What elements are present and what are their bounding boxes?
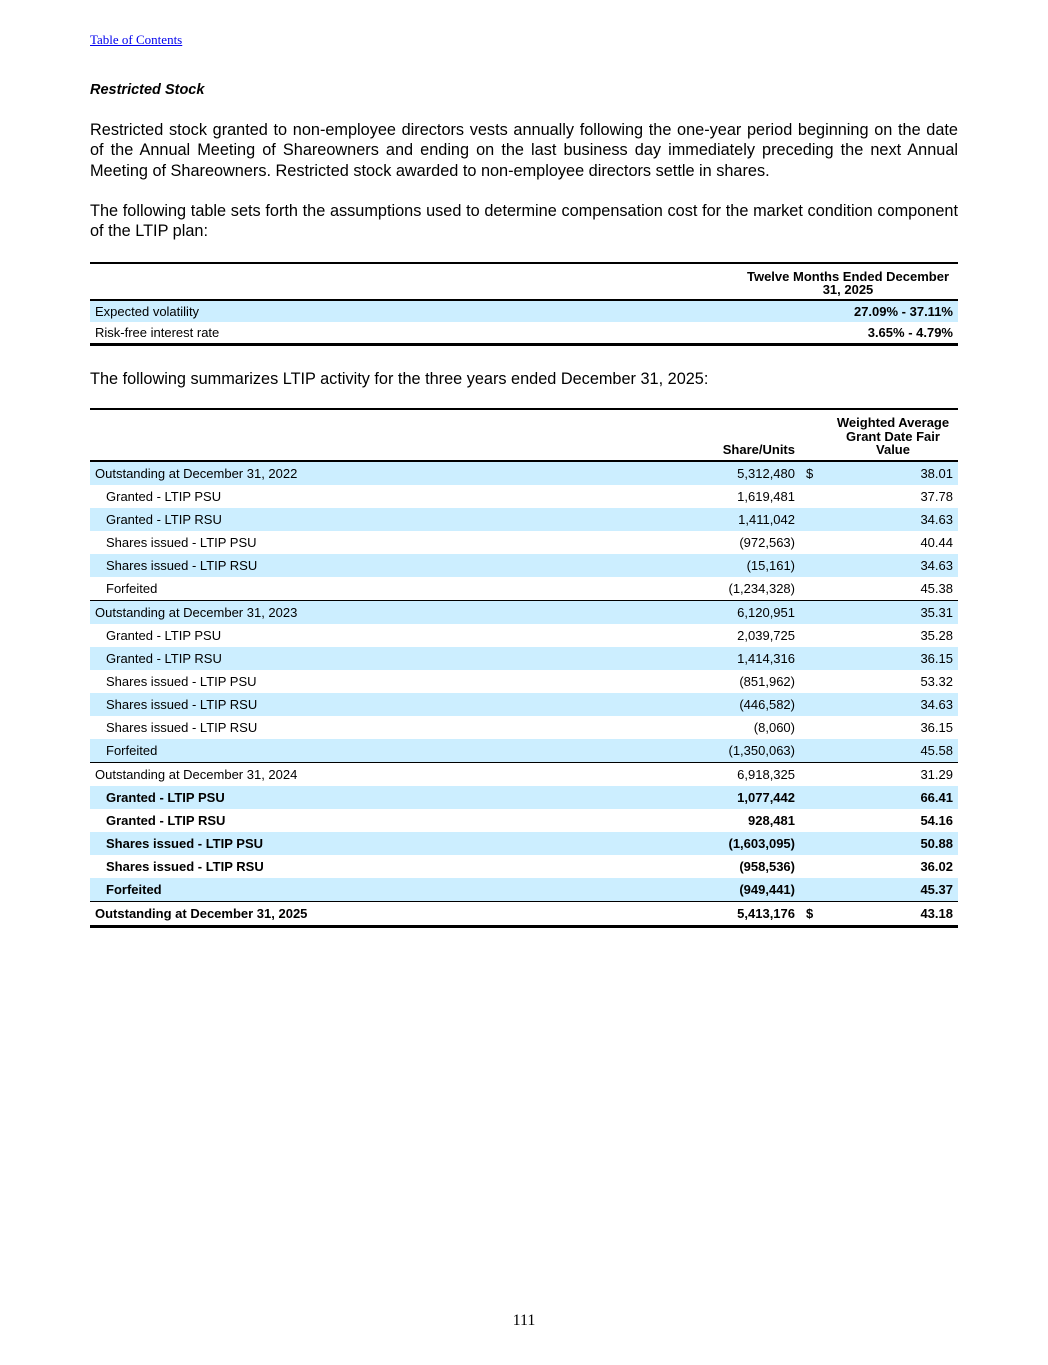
row-dollar-sign (800, 485, 828, 508)
table-row (90, 693, 958, 716)
row-shares: (851,962) (739, 673, 795, 689)
row-shares: (949,441) (700, 878, 800, 902)
row-label: Outstanding at December 31, 2024 (90, 762, 700, 786)
row-shares: 6,918,325 (700, 762, 800, 786)
row-shares: 1,414,316 (700, 647, 800, 670)
row-label: Forfeited (90, 739, 700, 763)
row-label: Forfeited (90, 878, 700, 902)
table-of-contents-link[interactable]: Table of Contents (90, 32, 183, 47)
table-row (90, 300, 958, 322)
assumptions-header-period: Twelve Months Ended December 31, 2025 (738, 263, 958, 300)
table-row (90, 832, 958, 855)
table-row (90, 647, 958, 670)
row-shares: 5,312,480 (700, 461, 800, 485)
row-label: Shares issued - LTIP RSU (90, 693, 700, 716)
table-row (90, 762, 958, 786)
row-shares: (446,582) (700, 693, 800, 716)
row-fair-value: 35.28 (920, 627, 953, 643)
header-blank (90, 409, 700, 461)
row-label: Shares issued - LTIP PSU (106, 534, 257, 550)
row-fair-value: 37.78 (920, 488, 953, 504)
row-value: 3.65% - 4.79% (738, 322, 958, 345)
ltip-activity-table (90, 408, 958, 928)
table-row (90, 554, 958, 577)
section-title: Restricted Stock (90, 82, 205, 98)
row-fair-value: 36.02 (920, 858, 953, 874)
row-label: Granted - LTIP PSU (90, 786, 700, 809)
row-fair-value: 35.31 (828, 600, 958, 624)
table-row (90, 716, 958, 739)
table-row (90, 577, 958, 601)
row-dollar-sign (800, 762, 828, 786)
row-shares: 6,120,951 (700, 600, 800, 624)
paragraph-assumptions-intro: The following table sets forth the assumptions used to determine compensation cost for the market condition component of the LTIP plan: (90, 202, 958, 241)
paragraph-restricted-stock: Restricted stock granted to non-employee directors vests annually following the one-year period beginning on the date of the Annual Meeting of Shareowners and ending on the last business day immediately preceding the next Annual Meeting of Shareowners. Restricted stock awarded to non-employee directors settle in shares. (90, 121, 958, 180)
header-fair-value: Weighted Average Grant Date Fair Value (828, 409, 958, 461)
activity-header-row (90, 409, 958, 461)
row-dollar-sign: $ (800, 901, 828, 926)
row-dollar-sign (800, 878, 828, 902)
row-dollar-sign (800, 577, 828, 601)
row-shares: (1,234,328) (728, 580, 795, 596)
row-label: Shares issued - LTIP RSU (90, 554, 700, 577)
row-label: Shares issued - LTIP RSU (106, 719, 258, 735)
row-dollar-sign (800, 786, 828, 809)
table-row (90, 461, 958, 485)
table-row (90, 901, 958, 926)
table-row (90, 322, 958, 345)
row-fair-value: 31.29 (828, 762, 958, 786)
table-row (90, 624, 958, 647)
row-label: Granted - LTIP RSU (90, 647, 700, 670)
assumptions-table (90, 262, 958, 346)
table-row (90, 670, 958, 693)
row-fair-value: 34.63 (828, 508, 958, 531)
page-number: 111 (512, 1312, 536, 1329)
row-shares: (15,161) (700, 554, 800, 577)
table-row (90, 739, 958, 763)
header-dollar-spacer (800, 409, 828, 461)
row-shares: 1,411,042 (700, 508, 800, 531)
row-label: Forfeited (106, 580, 158, 596)
assumptions-header-blank (90, 263, 738, 300)
row-label: Granted - LTIP RSU (90, 508, 700, 531)
table-row (90, 809, 958, 832)
row-fair-value: 53.32 (920, 673, 953, 689)
table-row (90, 485, 958, 508)
row-label: Outstanding at December 31, 2022 (90, 461, 700, 485)
row-fair-value: 66.41 (828, 786, 958, 809)
row-shares: (1,350,063) (700, 739, 800, 763)
row-value: 27.09% - 37.11% (738, 300, 958, 322)
paragraph-activity-intro: The following summarizes LTIP activity for the three years ended December 31, 2025: (90, 370, 709, 388)
row-shares: (972,563) (739, 534, 795, 550)
row-dollar-sign (800, 531, 828, 554)
table-row (90, 855, 958, 878)
row-label: Shares issued - LTIP PSU (106, 673, 257, 689)
row-shares: (1,603,095) (700, 832, 800, 855)
table-row (90, 531, 958, 554)
row-fair-value: 50.88 (828, 832, 958, 855)
row-fair-value: 34.63 (828, 693, 958, 716)
row-label: Shares issued - LTIP RSU (106, 858, 264, 874)
row-dollar-sign (800, 855, 828, 878)
row-label: Outstanding at December 31, 2023 (90, 600, 700, 624)
row-fair-value: 43.18 (828, 901, 958, 926)
row-dollar-sign: $ (800, 461, 828, 485)
row-dollar-sign (800, 670, 828, 693)
table-row (90, 508, 958, 531)
row-dollar-sign (800, 624, 828, 647)
row-label: Granted - LTIP RSU (106, 812, 226, 828)
row-dollar-sign (800, 739, 828, 763)
row-shares: 5,413,176 (700, 901, 800, 926)
row-dollar-sign (800, 508, 828, 531)
row-fair-value: 36.15 (828, 647, 958, 670)
row-shares: 928,481 (748, 812, 795, 828)
row-shares: 1,077,442 (700, 786, 800, 809)
row-shares: 1,619,481 (737, 488, 795, 504)
header-shares: Share/Units (700, 409, 800, 461)
row-shares: (958,536) (739, 858, 795, 874)
assumptions-header-row (90, 263, 958, 300)
row-fair-value: 40.44 (920, 534, 953, 550)
activity-body (90, 461, 958, 927)
table-row (90, 786, 958, 809)
row-label: Granted - LTIP PSU (106, 627, 222, 643)
row-shares: 2,039,725 (737, 627, 795, 643)
row-shares: (8,060) (753, 719, 795, 735)
row-fair-value: 38.01 (828, 461, 958, 485)
row-dollar-sign (800, 647, 828, 670)
row-fair-value: 45.58 (828, 739, 958, 763)
row-fair-value: 36.15 (920, 719, 953, 735)
row-label: Outstanding at December 31, 2025 (90, 901, 700, 926)
row-fair-value: 45.38 (920, 580, 953, 596)
row-dollar-sign (800, 716, 828, 739)
row-fair-value: 34.63 (828, 554, 958, 577)
row-dollar-sign (800, 693, 828, 716)
row-label: Granted - LTIP PSU (106, 488, 222, 504)
row-label: Expected volatility (90, 300, 738, 322)
row-label: Shares issued - LTIP PSU (90, 832, 700, 855)
row-dollar-sign (800, 832, 828, 855)
row-fair-value: 54.16 (920, 812, 953, 828)
row-label: Risk-free interest rate (90, 322, 738, 345)
table-row (90, 878, 958, 902)
row-fair-value: 45.37 (828, 878, 958, 902)
table-row (90, 600, 958, 624)
row-dollar-sign (800, 554, 828, 577)
row-dollar-sign (800, 600, 828, 624)
row-dollar-sign (800, 809, 828, 832)
